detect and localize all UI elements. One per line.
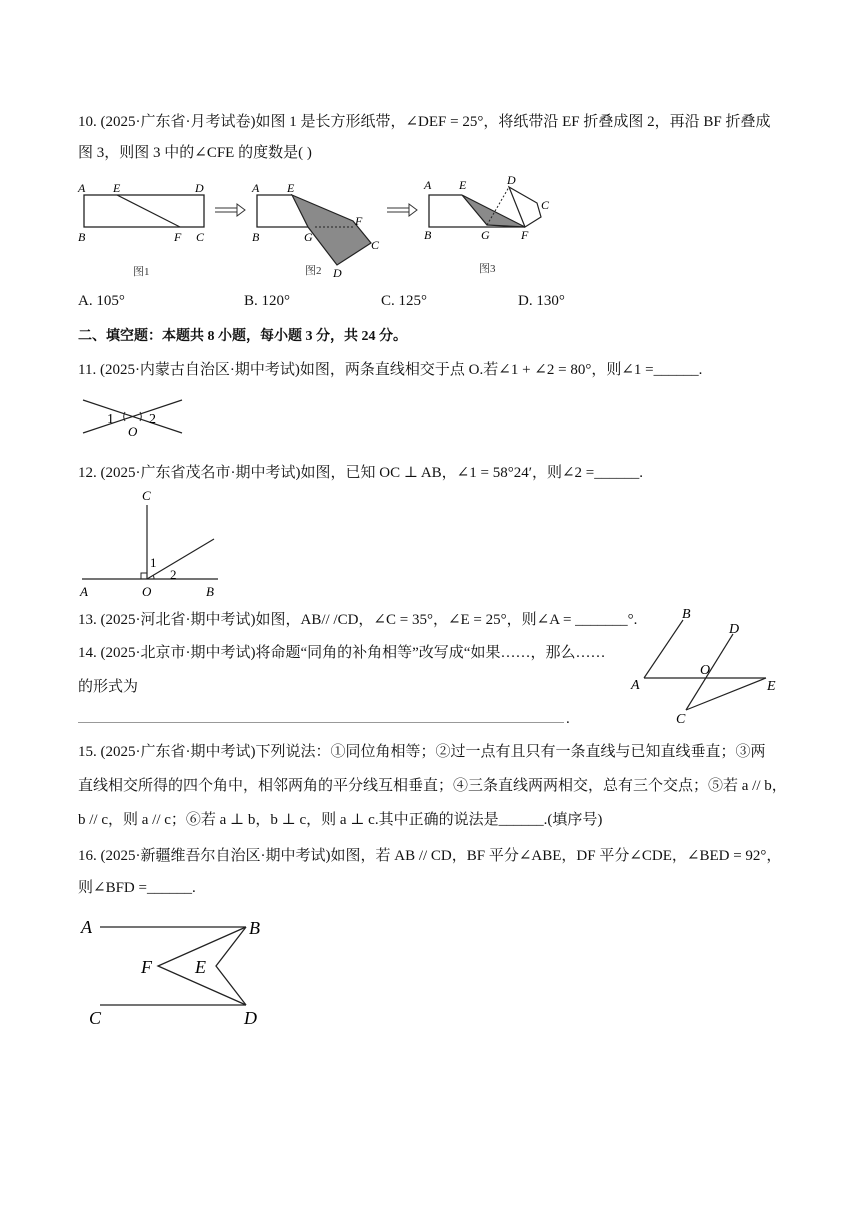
fig3-label-E: E: [459, 178, 467, 192]
q13-label-O: O: [700, 663, 711, 678]
fig1-label-F: F: [174, 230, 182, 244]
q12-label-O: O: [142, 584, 152, 599]
q10-choice-c: C. 125°: [381, 293, 428, 309]
q13-label-B: B: [682, 607, 691, 622]
q16-line2: 则∠BFD =______.: [78, 880, 196, 896]
fig3-label-A: A: [424, 178, 432, 192]
q13-text: 13. (2025·河北省·期中考试)如图，AB// /CD，∠C = 35°，∠E = 25°，则∠A = _______°.: [78, 612, 638, 628]
q10-choice-d: D. 130°: [518, 293, 565, 309]
fig2-label-G: G: [304, 230, 313, 244]
q13-label-C: C: [676, 712, 686, 727]
fig3-label-D: D: [507, 175, 516, 187]
fig3-caption: 图3: [479, 263, 496, 275]
fig2-label-D: D: [333, 266, 342, 280]
q14-line2: 的形式为: [78, 679, 139, 695]
fig1-label-A: A: [78, 181, 86, 195]
q16-label-E: E: [195, 957, 206, 977]
q15-line1: 15. (2025·广东省·期中考试)下列说法：①同位角相等；②过一点有且只有一条直线与已知直线垂直；③两: [78, 744, 766, 760]
q12-figure: [78, 485, 238, 600]
fig1-caption: 图1: [133, 266, 150, 278]
q13-label-E: E: [767, 679, 776, 694]
q11-label-O: O: [128, 424, 138, 439]
q16-label-D: D: [244, 1008, 257, 1028]
fig1-label-C: C: [196, 230, 205, 244]
arrow-2-icon: [387, 204, 417, 216]
q11-label-1: 1: [107, 412, 114, 427]
q11-label-2: 2: [149, 412, 156, 427]
q15-line2: 直线相交所得的四个角中，相邻两角的平分线互相垂直；④三条直线两两相交，总有三个交点；⑤若 a // b，: [78, 778, 787, 794]
q14-line3-end: .: [566, 711, 570, 727]
q16-line1: 16. (2025·新疆维吾尔自治区·期中考试)如图，若 AB // CD，BF 平分∠ABE，DF 平分∠CDE，∠BED = 92°，: [78, 848, 782, 864]
q12-label-A: A: [80, 584, 88, 599]
q11-figure: [78, 390, 188, 440]
q13-label-A: A: [631, 678, 640, 693]
q12-label-1: 1: [150, 555, 157, 570]
fig2-label-C: C: [371, 238, 380, 252]
q12-label-C: C: [142, 488, 151, 503]
fig3-label-G: G: [481, 228, 490, 242]
fig3-label-F: F: [521, 228, 529, 242]
q14-line1: 14. (2025·北京市·期中考试)将命题“同角的补角相等”改写成“如果……，那么……: [78, 645, 606, 661]
fig3-label-B: B: [424, 228, 432, 242]
q16-label-C: C: [89, 1008, 102, 1028]
fig2-label-A: A: [252, 181, 260, 195]
q15-line3: b // c，则 a // c；⑥若 a ⊥ b，b ⊥ c，则 a ⊥ c.其中正确的说法是______.(填序号): [78, 812, 603, 828]
q10-line2: 图 3，则图 3 中的∠CFE 的度数是( ): [78, 145, 312, 161]
q12-text: 12. (2025·广东省茂名市·期中考试)如图，已知 OC ⊥ AB，∠1 = 58°24′，则∠2 =______.: [78, 465, 644, 481]
fig1-label-B: B: [78, 230, 86, 244]
section-2-heading: 二、填空题：本题共 8 小题，每小题 3 分，共 24 分。: [78, 329, 407, 344]
fig3-label-C: C: [541, 198, 550, 212]
q10-choice-b: B. 120°: [244, 293, 291, 309]
q16-label-F: F: [141, 957, 152, 977]
q12-label-B: B: [206, 584, 214, 599]
figure-1: [77, 181, 205, 278]
q13-label-D: D: [729, 622, 740, 637]
fig2-label-E: E: [287, 181, 295, 195]
q16-figure: [78, 912, 278, 1037]
q11-text: 11. (2025·内蒙古自治区·期中考试)如图，两条直线相交于点 O.若∠1 + ∠2 = 80°，则∠1 =______.: [78, 362, 703, 378]
q12-label-2: 2: [170, 567, 177, 582]
q13-figure: [626, 600, 786, 730]
fig1-label-D: D: [195, 181, 204, 195]
q14-answer-blank: [78, 722, 564, 723]
fig1-label-E: E: [113, 181, 121, 195]
arrow-1-icon: [215, 204, 245, 216]
q10-line1: 10. (2025·广东省·月考试卷)如图 1 是长方形纸带，∠DEF = 25°，将纸带沿 EF 折叠成图 2，再沿 BF 折叠成: [78, 114, 771, 130]
figure-2: [251, 181, 380, 280]
q10-choice-a: A. 105°: [78, 293, 125, 309]
fig2-caption: 图2: [305, 265, 322, 277]
fig2-label-B: B: [252, 230, 260, 244]
q16-label-B: B: [249, 918, 260, 938]
q16-label-A: A: [81, 917, 92, 937]
figure-3: [423, 175, 550, 275]
fig2-label-F: F: [355, 214, 363, 228]
q10-figures: [75, 175, 565, 285]
